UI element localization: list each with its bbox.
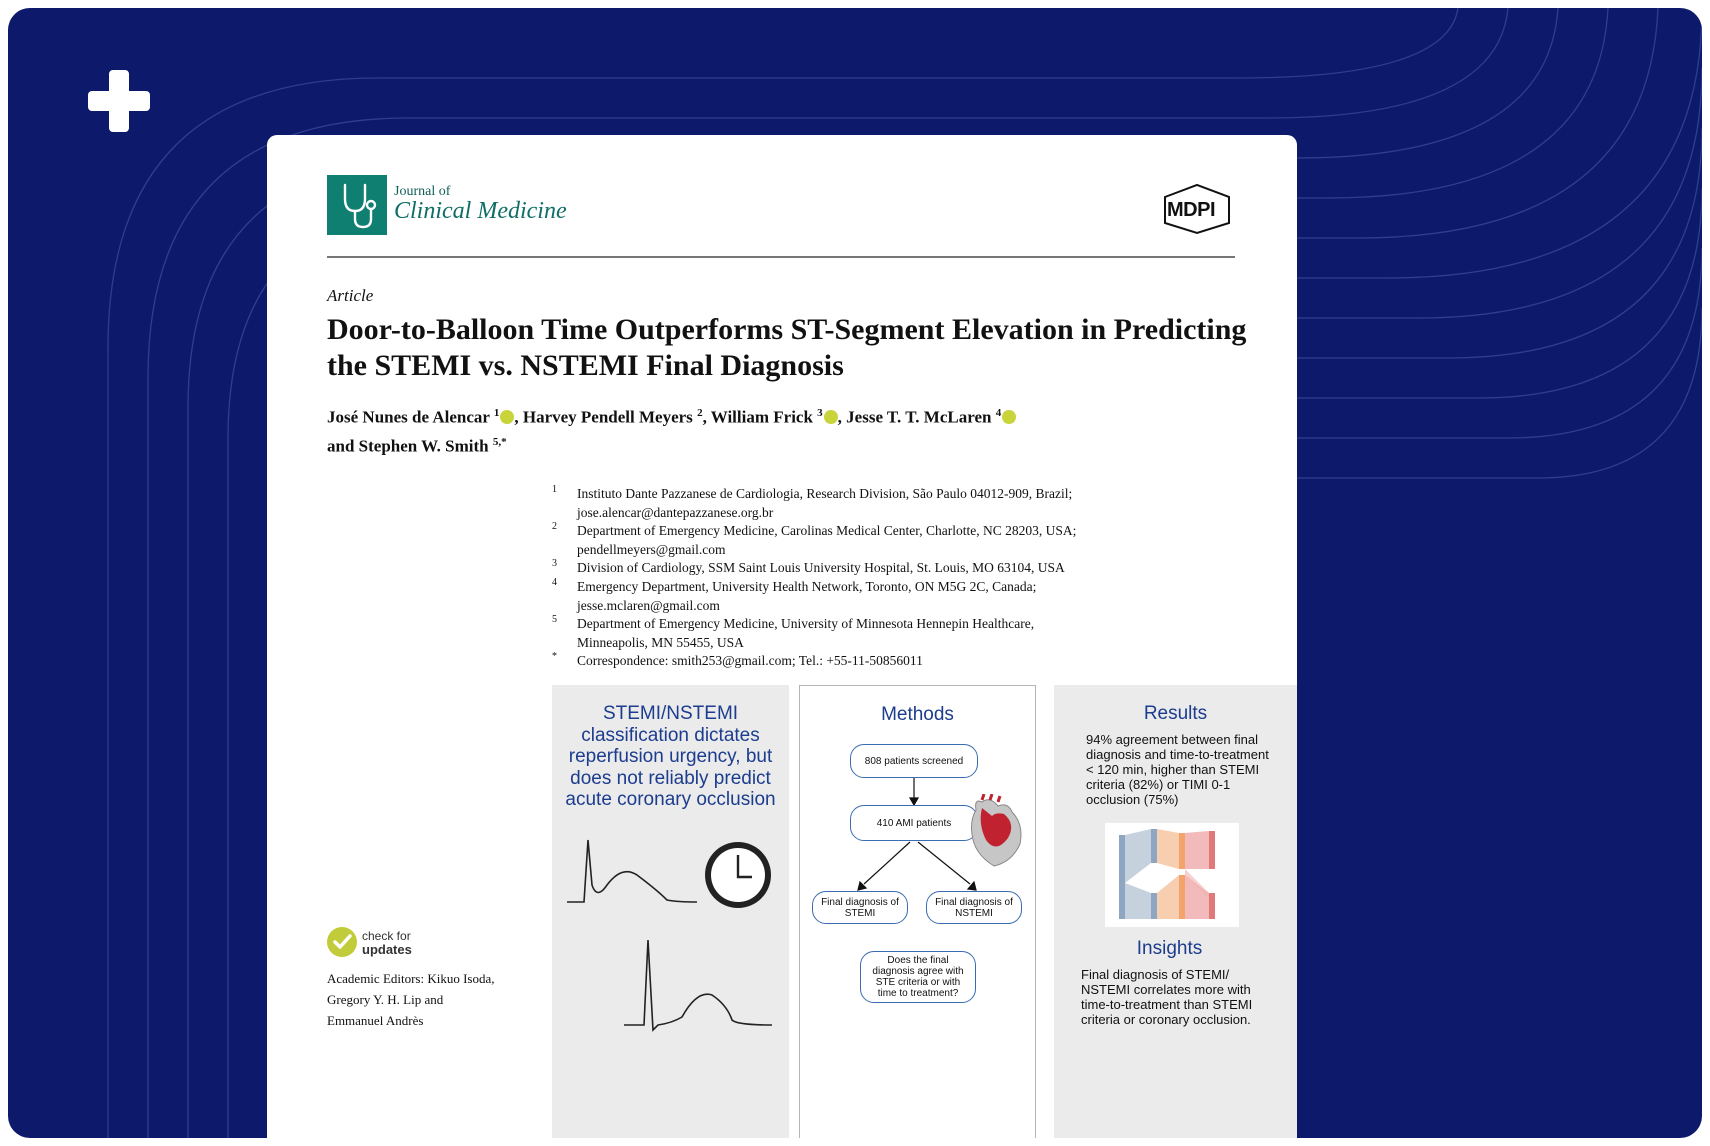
article-page: [267, 135, 1297, 1138]
affiliation-item: [552, 522, 1152, 559]
insights-text: Final diagnosis of STEMI/ NSTEMI correlates more with time-to-treatment than STEMI criteria or coronary occlusion.: [1081, 967, 1253, 1027]
affiliation-number: 5: [552, 614, 557, 626]
author-separator: ,: [514, 407, 523, 427]
affiliation-line: jesse.mclaren@gmail.com: [577, 597, 720, 613]
author-and: and: [327, 436, 359, 456]
heart-icon: [968, 794, 1024, 870]
affiliation-item: [552, 615, 1152, 652]
stethoscope-icon: [327, 175, 387, 235]
affiliation-line: Emergency Department, University Health Network, Toronto, ON M5G 2C, Canada;: [577, 578, 1037, 594]
author-separator: ,: [837, 407, 847, 427]
affiliation-line: Correspondence: smith253@gmail.com; Tel.: +55-11-50856011: [577, 653, 923, 669]
check-updates-line1: check for: [362, 929, 411, 943]
affiliation-item: [552, 652, 1152, 671]
abstract-panel-methods: [799, 685, 1036, 1138]
affiliation-line: Minneapolis, MN 55455, USA: [577, 634, 744, 650]
editors-line: Emmanuel Andrès: [327, 1013, 424, 1028]
affiliation-number: *: [552, 651, 557, 663]
affiliations: [552, 485, 1152, 671]
author-name[interactable]: William Frick: [710, 407, 818, 427]
author-name[interactable]: Harvey Pendell Meyers: [522, 407, 698, 427]
author-affiliation-number: 1: [493, 407, 500, 419]
flow-ami: 410 AMI patients: [850, 805, 978, 841]
flow-nstemi: Final diagnosis of NSTEMI: [926, 891, 1022, 924]
article-type: Article: [327, 286, 374, 305]
flow-stemi: Final diagnosis of STEMI: [812, 891, 908, 924]
results-title: Results: [1143, 703, 1208, 724]
affiliation-item: [552, 578, 1152, 615]
editors-line: Academic Editors: Kikuo Isoda,: [327, 971, 495, 986]
background-text: STEMI/NSTEMI classification dictates reperfusion urgency, but does not reliably predict acute coronary occlusion: [565, 703, 776, 810]
header-divider: [327, 256, 1235, 258]
plus-icon[interactable]: [88, 70, 150, 132]
flow-screened: 808 patients screened: [850, 744, 978, 778]
author-affiliation-number: 4: [995, 407, 1002, 419]
affiliation-line: jose.alencar@dantepazzanese.org.br: [577, 504, 774, 520]
orcid-icon[interactable]: [500, 410, 514, 424]
check-updates-line2: updates: [362, 942, 412, 957]
affiliation-number: 1: [552, 484, 557, 495]
author-separator: ,: [702, 407, 711, 427]
results-text: 94% agreement between final diagnosis and time-to-treatment < 120 min, higher than STEMI criteria (82%) or TIMI 0-1 occlusion (75%): [1086, 732, 1269, 807]
affiliation-line: Department of Emergency Medicine, Carolinas Medical Center, Charlotte, NC 28203, USA;: [577, 523, 1077, 539]
author-name[interactable]: José Nunes de Alencar: [327, 407, 494, 427]
publisher-name: MDPI: [1167, 199, 1215, 221]
affiliation-item: [552, 485, 1152, 522]
orcid-icon[interactable]: [824, 410, 838, 424]
affiliation-number: 2: [552, 521, 557, 533]
author-affiliation-number: 5,*: [492, 435, 507, 448]
author-affiliation-number: 2: [697, 407, 703, 419]
methods-title: Methods: [881, 704, 954, 725]
academic-editors: [327, 968, 527, 1031]
affiliation-line: Department of Emergency Medicine, University of Minnesota Hennepin Healthcare,: [577, 616, 1035, 632]
editors-line: Gregory Y. H. Lip and: [327, 992, 444, 1007]
author-list: [327, 401, 1227, 458]
affiliation-number: 3: [552, 558, 557, 570]
check-updates-icon: [327, 927, 357, 957]
abstract-panel-background: [552, 685, 789, 1138]
author-name[interactable]: Stephen W. Smith: [358, 436, 493, 456]
orcid-icon[interactable]: [1002, 410, 1016, 424]
author-name[interactable]: Jesse T. T. McLaren: [846, 407, 996, 427]
sankey-diagram: [1105, 823, 1239, 927]
journal-name: Clinical Medicine: [394, 198, 567, 224]
affiliation-line: Division of Cardiology, SSM Saint Louis University Hospital, St. Louis, MO 63104, USA: [577, 560, 1065, 576]
author-affiliation-number: 3: [817, 407, 823, 419]
article-title: Door-to-Balloon Time Outperforms ST-Segment Elevation in Predicting the STEMI vs. NSTEMI Final Diagnosis: [327, 313, 1247, 382]
affiliation-number: 4: [552, 576, 557, 588]
abstract-panel-results: [1054, 685, 1297, 1138]
flow-question: Does the final diagnosis agree with STE criteria or with time to treatment?: [860, 951, 976, 1003]
affiliation-line: Instituto Dante Pazzanese de Cardiologia, Research Division, São Paulo 04012-909, Brazil;: [577, 486, 1073, 501]
affiliation-line: pendellmeyers@gmail.com: [577, 541, 726, 557]
affiliation-item: [552, 559, 1152, 578]
journal-of-label: Journal of: [394, 184, 451, 199]
insights-title: Insights: [1136, 938, 1203, 959]
clock-icon: [702, 839, 774, 911]
